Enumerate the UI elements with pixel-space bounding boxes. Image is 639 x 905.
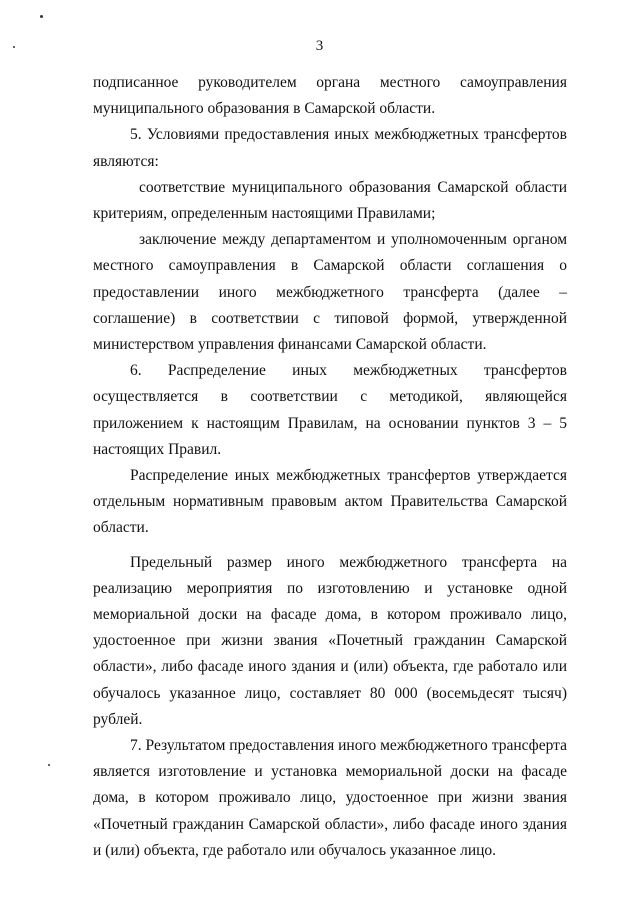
paragraph-condition-2: заключение между департаментом и уполномоченным органом местного самоуправления в Самарской области соглашения о предоставлении иного межбюджетного трансферта (далее – соглашение) в соответствии с типовой формой, утвержденной министерством управления финансами Самарской области. — [93, 231, 567, 354]
paragraph-continuation: подписанное руководителем органа местного самоуправления муниципального образования в Самарской области. — [93, 74, 567, 118]
paragraph-condition-1: соответствие муниципального образования Самарской области критериям, определенным настоящими Правилами; — [93, 178, 567, 223]
paragraph-item-5: 5. Условиями предоставления иных межбюджетных трансфертов являются: — [93, 126, 567, 170]
paragraph-item-6: 6. Распределение иных межбюджетных трансфертов осуществляется в соответствии с методикой, являющейся приложением к настоящим Правилам, на основании пунктов 3 – 5 настоящих Правил. — [93, 362, 567, 458]
document-body — [93, 70, 567, 864]
page-number: 3 — [315, 38, 324, 54]
paragraph-distribution: Распределение иных межбюджетных трансфертов утверждается отдельным нормативным правовым актом Правительства Самарской области. — [93, 467, 567, 537]
paragraph-max-amount: Предельный размер иного межбюджетного трансферта на реализацию мероприятия по изготовлению и установке одной мемориальной доски на фасаде дома, в котором проживало лицо, удостоенное при жизни звания «Почетный гражданин Самарской области», либо фасаде иного здания и (или) объекта, где работало или обучалось указанное лицо, составляет 80 000 (восемьдесят тысяч) рублей. — [93, 553, 567, 728]
paragraph-item-7: 7. Результатом предоставления иного межбюджетного трансферта является изготовление и установка мемориальной доски на фасаде дома, в котором проживало лицо, удостоенное при жизни звания «Почетный гражданин Самарской области», либо фасаде иного здания и (или) объекта, где работало или обучалось указанное лицо. — [93, 737, 567, 859]
scan-speck — [40, 15, 43, 18]
scan-speck — [48, 764, 50, 766]
